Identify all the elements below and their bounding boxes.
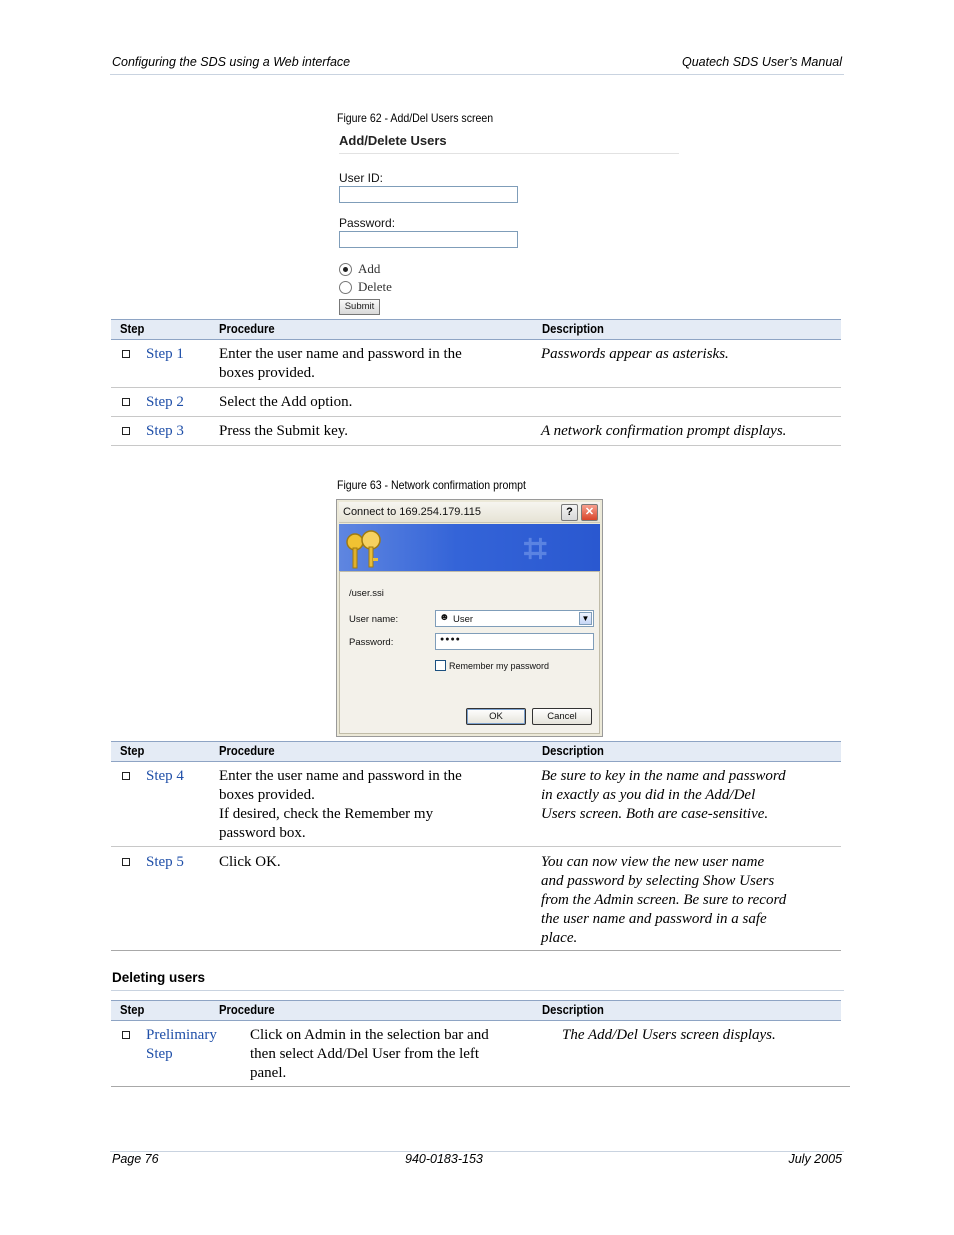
col-procedure: Procedure bbox=[219, 1003, 275, 1017]
col-description: Description bbox=[542, 322, 604, 336]
keys-icon bbox=[339, 524, 600, 571]
step-5-description: You can now view the new user name and password by selecting Show Users from the Admin screen. Be sure to record the user name and password in a safe place. bbox=[541, 854, 787, 946]
row-divider bbox=[111, 387, 841, 388]
col-procedure: Procedure bbox=[219, 322, 275, 336]
remember-password-label: Remember my password bbox=[449, 661, 550, 671]
row-divider bbox=[111, 1086, 850, 1087]
row-divider bbox=[111, 445, 841, 446]
password-label: Password: bbox=[349, 637, 394, 648]
step-1-procedure: Enter the user name and password in the boxes provided. bbox=[219, 346, 462, 381]
user-id-input[interactable] bbox=[339, 186, 518, 203]
user-icon: ☻ bbox=[439, 612, 450, 623]
page-number: Page 76 bbox=[112, 1152, 159, 1166]
checkbox-bullet-icon bbox=[122, 1031, 130, 1039]
figure-62-caption: Figure 62 - Add/Del Users screen bbox=[337, 111, 494, 125]
table2-header bbox=[111, 741, 841, 762]
col-description: Description bbox=[542, 1003, 604, 1017]
preliminary-step-procedure: Click on Admin in the selection bar and then select Add/Del User from the left panel. bbox=[250, 1027, 489, 1081]
add-delete-users-title: Add/Delete Users bbox=[339, 133, 447, 148]
password-label: Password: bbox=[339, 216, 396, 230]
step-4-description: Be sure to key in the name and password in exactly as you did in the Add/Del Users screen. Both are case-sensitive. bbox=[541, 768, 786, 822]
step-5-label: Step 5 bbox=[146, 854, 184, 870]
document-number: 940-0183-153 bbox=[405, 1152, 483, 1166]
cancel-button[interactable]: Cancel bbox=[532, 708, 592, 725]
preliminary-step-label: Preliminary Step bbox=[146, 1027, 217, 1062]
checkbox-bullet-icon bbox=[122, 858, 130, 866]
user-id-label: User ID: bbox=[339, 171, 384, 185]
svg-text:⌗: ⌗ bbox=[524, 527, 547, 571]
row-divider bbox=[111, 950, 841, 951]
step-4-procedure: Enter the user name and password in the boxes provided. If desired, check the Remember my password box. bbox=[219, 768, 462, 841]
header-divider bbox=[110, 74, 844, 75]
step-2-label: Step 2 bbox=[146, 394, 184, 410]
user-name-combo[interactable] bbox=[435, 610, 594, 627]
col-description: Description bbox=[542, 744, 604, 758]
checkbox-bullet-icon bbox=[122, 350, 130, 358]
user-name-label: User name: bbox=[349, 614, 399, 625]
realm-text: /user.ssi bbox=[349, 588, 384, 599]
password-input[interactable] bbox=[339, 231, 518, 248]
title-divider bbox=[339, 153, 679, 154]
col-procedure: Procedure bbox=[219, 744, 275, 758]
page-header-right: Quatech SDS User’s Manual bbox=[681, 55, 842, 69]
password-value: ●●●● bbox=[440, 636, 461, 643]
checkbox-bullet-icon bbox=[122, 772, 130, 780]
step-3-procedure: Press the Submit key. bbox=[219, 423, 349, 439]
dialog-title: Connect to 169.254.179.115 bbox=[343, 506, 482, 518]
step-3-label: Step 3 bbox=[146, 423, 184, 439]
row-divider bbox=[111, 846, 841, 847]
section-divider bbox=[111, 990, 844, 991]
submit-button[interactable]: Submit bbox=[339, 299, 380, 315]
help-icon[interactable]: ? bbox=[561, 504, 578, 521]
col-step: Step bbox=[120, 1003, 145, 1017]
step-1-label: Step 1 bbox=[146, 346, 184, 362]
network-confirmation-dialog bbox=[336, 499, 603, 737]
checkbox-bullet-icon bbox=[122, 398, 130, 406]
step-2-procedure: Select the Add option. bbox=[219, 394, 353, 410]
password-field[interactable] bbox=[435, 633, 594, 650]
chevron-down-icon[interactable]: ▼ bbox=[579, 612, 592, 625]
page-header-left: Configuring the SDS using a Web interface bbox=[112, 55, 351, 69]
ok-button[interactable]: OK bbox=[466, 708, 526, 725]
section-title: Deleting users bbox=[112, 970, 206, 985]
delete-radio[interactable] bbox=[339, 281, 352, 294]
close-icon[interactable]: ✕ bbox=[581, 504, 598, 521]
dialog-titlebar bbox=[339, 502, 600, 523]
dialog-body bbox=[339, 571, 600, 734]
col-step: Step bbox=[120, 322, 145, 336]
delete-radio-label: Delete bbox=[358, 279, 392, 294]
step-4-label: Step 4 bbox=[146, 768, 184, 784]
checkbox-bullet-icon bbox=[122, 427, 130, 435]
dialog-banner bbox=[339, 524, 600, 571]
user-name-value: User bbox=[453, 614, 474, 625]
step-5-procedure: Click OK. bbox=[219, 854, 281, 870]
add-radio[interactable] bbox=[339, 263, 352, 276]
col-step: Step bbox=[120, 744, 145, 758]
table1-header bbox=[111, 319, 841, 340]
document-date: July 2005 bbox=[788, 1152, 842, 1166]
figure-63-caption: Figure 63 - Network confirmation prompt bbox=[337, 478, 526, 492]
add-radio-label: Add bbox=[358, 261, 381, 276]
remember-password-checkbox[interactable] bbox=[435, 660, 446, 671]
table3-header bbox=[111, 1000, 841, 1021]
preliminary-step-description: The Add/Del Users screen displays. bbox=[562, 1027, 776, 1043]
step-3-description: A network confirmation prompt displays. bbox=[541, 423, 787, 439]
row-divider bbox=[111, 416, 841, 417]
step-1-description: Passwords appear as asterisks. bbox=[541, 346, 729, 362]
